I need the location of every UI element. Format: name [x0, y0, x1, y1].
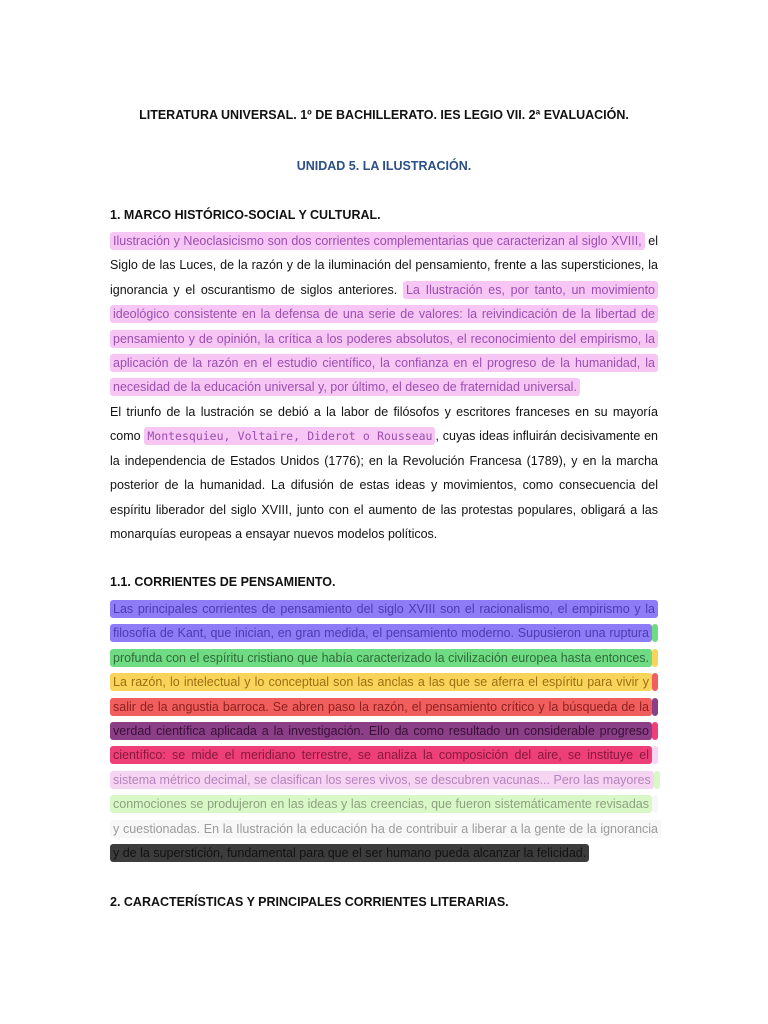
section-1-paragraph-2 — [110, 400, 658, 546]
unit-heading: UNIDAD 5. LA ILUSTRACIÓN. — [296, 159, 472, 173]
highlight-purple: verdad científica aplicada a la investigación. Ello da como resultado un considerable progreso — [110, 698, 658, 740]
highlight-violet: Las principales corrientes de pensamiento del siglo XVIII son el racionalismo, el empirismo y la filosofía de Kant, que inician, en gran medida, el pensamiento moderno. Supusieron una ruptura — [110, 600, 658, 642]
highlight-pink: La Ilustración es, por tanto, un movimiento ideológico consistente en la defensa de una serie de valores: la reivindicación de la libertad de pensamiento y de opinión, la crítica a los poderes absolutos, el reconocimiento del empirismo, la aplicación de la razón en el estudio científico, la confianza en el progreso de la humanidad, la necesidad de la educación universal y, por último, el deseo de fraternidad universal. — [110, 281, 658, 397]
section-1-paragraph-1 — [110, 229, 658, 400]
highlight-light-gray: y cuestionadas. En la Ilustración la educación ha de contribuir a liberar a la gente de la ignorancia — [110, 795, 661, 837]
highlight-philosophers: Montesquieu, Voltaire, Diderot o Rousseau — [144, 427, 435, 445]
highlight-light-pink: sistema métrico decimal, se clasifican los seres vivos, se descubren vacunas... Pero las mayores — [110, 746, 658, 788]
highlight-dark: y de la superstición, fundamental para que el ser humano pueda alcanzar la felicidad. — [110, 844, 589, 862]
paragraph-text: el Siglo de las Luces, de la razón y de la iluminación del pensamiento, frente a las supersticiones, la ignorancia y el oscurantismo de siglos anteriores. — [110, 234, 658, 297]
section-heading-1-1: 1.1. CORRIENTES DE PENSAMIENTO. — [110, 575, 336, 589]
section-1-1-paragraph — [110, 597, 658, 865]
highlight-yellow: La razón, lo intelectual y lo conceptual son las anclas a las que se aferra el espíritu para vivir y — [110, 649, 658, 691]
highlight-green: profunda con el espíritu cristiano que había caracterizado la civilización europea hasta entonces. — [110, 624, 658, 666]
section-heading-1: 1. MARCO HISTÓRICO-SOCIAL Y CULTURAL. — [110, 208, 381, 222]
paragraph-text: , cuyas ideas influirán decisivamente en la independencia de Estados Unidos (1776); en la Revolución Francesa (1789), y en la marcha posterior de la humanidad. La difusión de estas ideas y movimientos, como consecuencia del espíritu liberador del siglo XVIII, junto con el aumento de las protestas populares, obligará a las monarquías europeas a ensayar nuevos modelos políticos. — [110, 429, 658, 542]
highlight-pink: Ilustración y Neoclasicismo son dos corrientes complementarias que caracterizan al siglo XVIII, — [110, 232, 645, 250]
section-heading-2: 2. CARACTERÍSTICAS Y PRINCIPALES CORRIENTES LITERARIAS. — [110, 895, 509, 909]
document-title: LITERATURA UNIVERSAL. 1º DE BACHILLERATO. IES LEGIO VII. 2ª EVALUACIÓN. — [139, 108, 629, 122]
highlight-red: salir de la angustia barroca. Se abren paso la razón, el pensamiento crítico y la búsqueda de la — [110, 673, 658, 715]
paragraph-text: El triunfo de la lustración se debió a la labor de filósofos y escritores franceses en su mayoría como — [110, 405, 658, 444]
highlight-magenta: científico: se mide el meridiano terrestre, se analiza la composición del aire, se instituye el — [110, 722, 658, 764]
highlight-light-green: conmociones se produjeron en las ideas y las creencias, que fueron sistemáticamente revisadas — [110, 771, 660, 813]
